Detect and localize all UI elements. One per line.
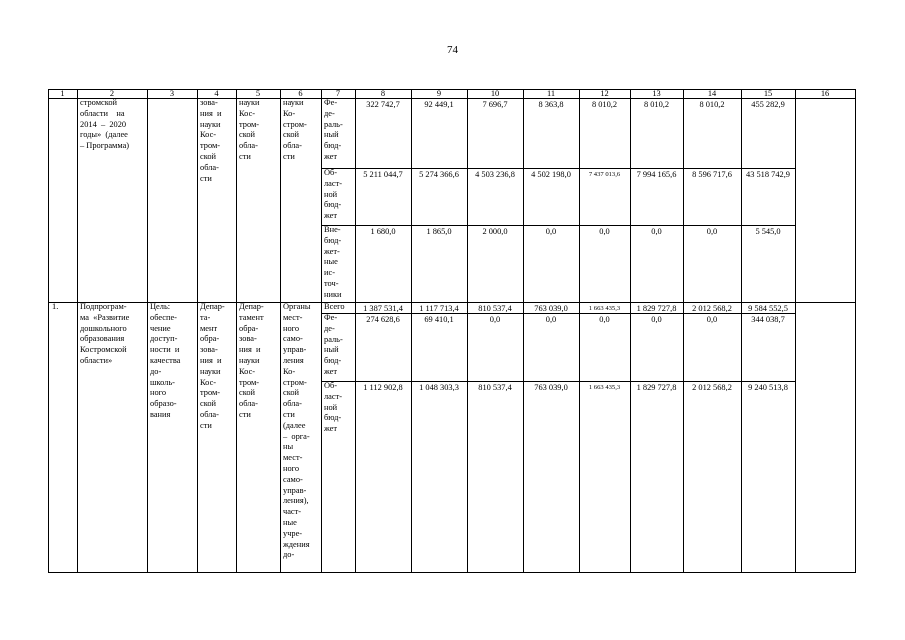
amount-cell: 0,0 [599,227,610,236]
column-line [147,89,148,573]
column-line [467,89,468,573]
column-number: 4 [214,89,219,98]
funding-source-cell: Всего [324,302,345,311]
amount-cell: 322 742,7 [366,100,400,109]
amount-cell: 9 240 513,8 [748,383,788,392]
column-line [280,89,281,573]
column-line [321,89,322,573]
column-line [355,89,356,573]
column-number: 11 [546,89,556,98]
amount-cell: 5 545,0 [755,227,781,236]
amount-cell: 1 387 531,4 [363,304,403,313]
column-number: 9 [436,89,442,98]
amount-cell: 0,0 [651,315,662,324]
column-number: 6 [298,89,303,98]
amount-cell: 0,0 [706,227,718,236]
amount-cell: 0,0 [651,227,662,236]
amount-cell: 1 112 902,8 [363,383,403,392]
amount-cell: 7 437 013,6 [588,171,621,178]
column-number: 1 [60,89,65,98]
coexecutor-cell: Депар- тамент обра- зова- ния и науки Кос- тром- ской обла- сти [239,302,264,419]
amount-cell: 7 696,7 [482,100,508,109]
amount-cell: 1 680,0 [370,227,396,236]
column-number: 7 [335,89,341,98]
responsible-cell: Депар- та- мент обра- зова- ния и науки Кос- тром- ской обла- сти [200,302,225,430]
amount-cell: 1 829 727,8 [636,304,677,313]
sub-row-line [321,381,795,382]
column-line [579,89,580,573]
amount-cell: 1 865,0 [426,227,452,236]
subprogram-name-cell: Подпрограм- ма «Развитие дошкольного образования Костромской области» [80,302,130,365]
row-line [48,572,856,573]
column-line [683,89,684,573]
amount-cell: 0,0 [489,315,501,324]
row-index-cell: 1. [52,302,59,311]
column-line [77,89,78,573]
amount-cell: 69 410,1 [424,315,454,324]
funding-source-cell: Об- ласт- ной бюд- жет [324,168,343,221]
column-line [411,89,412,573]
goal-cell: Цель: обеспе- чение доступ- ности и качества до- школь- ного образо- вания [150,302,181,419]
sub-row-line [321,225,795,226]
column-number: 16 [820,89,830,98]
column-line [855,89,856,573]
column-line [48,89,49,573]
amount-cell: 4 503 236,8 [475,170,515,179]
amount-cell: 0,0 [545,227,557,236]
amount-cell: 1 117 713,4 [419,304,459,313]
funding-source-cell: Фе- де- раль- ный бюд- жет [324,98,343,161]
column-line [741,89,742,573]
amount-cell: 5 211 044,7 [363,170,403,179]
amount-cell: 1 663 435,3 [588,305,621,312]
amount-cell: 7 994 165,6 [636,170,677,179]
column-line [523,89,524,573]
amount-cell: 2 000,0 [482,227,508,236]
column-number: 12 [600,89,609,98]
column-number: 3 [169,89,175,98]
amount-cell: 8 010,2 [699,100,725,109]
column-line [630,89,631,573]
amount-cell: 763 039,0 [534,383,568,392]
participant-cell: науки Ко- стром- ской обла- сти [283,98,307,161]
page-number: 74 [447,44,458,56]
amount-cell: 9 584 552,5 [748,304,788,313]
column-number: 15 [763,89,773,98]
participant-cell: Органы мест- ного само- управ- ления Ко- стром- ской обла- сти (далее – орга- ны мест- ного само- управ- ления), част- ные учре- ждения до- [283,302,311,560]
amount-cell: 1 663 435,3 [588,384,621,391]
amount-cell: 344 038,7 [751,315,785,324]
column-line [197,89,198,573]
amount-cell: 4 502 198,0 [531,170,571,179]
amount-cell: 0,0 [545,315,557,324]
amount-cell: 0,0 [599,315,610,324]
amount-cell: 8 363,8 [538,100,564,109]
column-line [236,89,237,573]
column-number: 14 [707,89,717,98]
column-number: 2 [109,89,115,98]
amount-cell: 5 274 366,6 [419,170,459,179]
amount-cell: 810 537,4 [478,383,512,392]
column-number: 8 [380,89,386,98]
amount-cell: 43 518 742,9 [746,170,790,179]
sub-row-line [321,168,795,169]
amount-cell: 92 449,1 [424,100,454,109]
amount-cell: 274 628,6 [366,315,400,324]
amount-cell: 8 010,2 [591,100,618,109]
responsible-cell: зова- ния и науки Кос- тром- ской обла- сти [200,98,222,183]
amount-cell: 8 596 717,6 [692,170,732,179]
amount-cell: 2 012 568,2 [692,383,732,392]
coexecutor-cell: науки Кос- тром- ской обла- сти [239,98,260,161]
amount-cell: 810 537,4 [478,304,512,313]
amount-cell: 455 282,9 [751,100,785,109]
amount-cell: 8 010,2 [643,100,670,109]
column-number: 10 [490,89,500,98]
column-line [795,89,796,573]
amount-cell: 1 829 727,8 [636,383,677,392]
funding-source-cell: Фе- де- раль- ный бюд- жет [324,313,343,376]
amount-cell: 763 039,0 [534,304,568,313]
funding-source-cell: Вне- бюд- жет- ные ис- точ- ники [324,225,342,299]
program-name-cell: стромской области на 2014 – 2020 годы» (далее – Программа) [80,98,130,151]
column-number: 13 [652,89,661,98]
funding-source-cell: Об- ласт- ной бюд- жет [324,381,343,434]
amount-cell: 0,0 [706,315,718,324]
amount-cell: 2 012 568,2 [692,304,732,313]
column-number: 5 [255,89,261,98]
amount-cell: 1 048 303,3 [419,383,459,392]
